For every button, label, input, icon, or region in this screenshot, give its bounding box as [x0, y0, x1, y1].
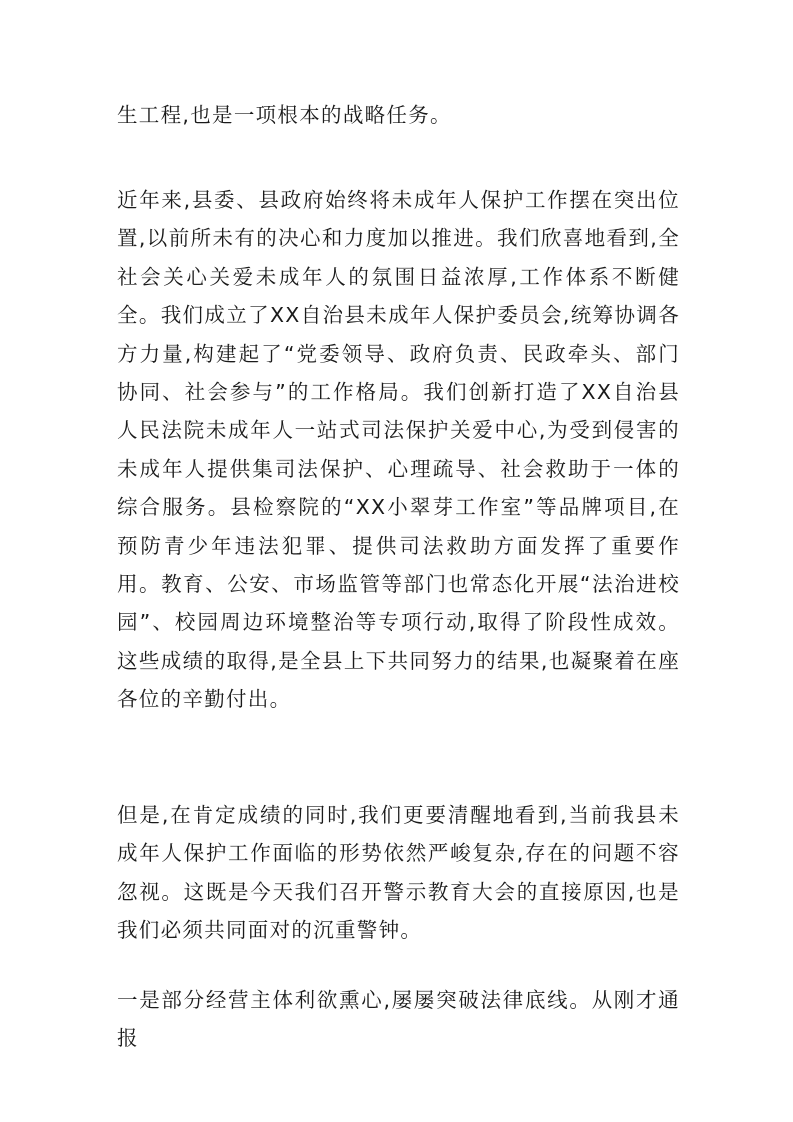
paragraph-achievements: 近年来,县委、县政府始终将未成年人保护工作摆在突出位置,以前所未有的决心和力度加以推进。我们欣喜地看到,全社会关心关爱未成年人的氛围日益浓厚,工作体系不断健全。我们成立了XX自治县未成年人保护委员会,统筹协调各方力量,构建起了“党委领导、政府负责、民政牵头、部门协同、社会参与”的工作格局。我们创新打造了XX自治县人民法院未成年人一站式司法保护关爱中心,为受到侵害的未成年人提供集司法保护、心理疏导、社会救助于一体的综合服务。县检察院的“XX小翠芽工作室”等品牌项目,在预防青少年违法犯罪、提供司法救助方面发挥了重要作用。教育、公安、市场监管等部门也常态化开展“法治进校园”、校园周边环境整治等专项行动,取得了阶段性成效。这些成绩的取得,是全县上下共同努力的结果,也凝聚着在座各位的辛勤付出。: [117, 188, 680, 712]
paragraph-problem-one: 一是部分经营主体利欲熏心,屡屡突破法律底线。从刚才通报: [117, 988, 680, 1051]
paragraph-challenges: 但是,在肯定成绩的同时,我们更要清醒地看到,当前我县未成年人保护工作面临的形势依然严峻复杂,存在的问题不容忽视。这既是今天我们召开警示教育大会的直接原因,也是我们必须共同面对的沉重警钟。: [117, 803, 680, 943]
paragraph-continuation: 生工程,也是一项根本的战略任务。: [117, 103, 452, 127]
